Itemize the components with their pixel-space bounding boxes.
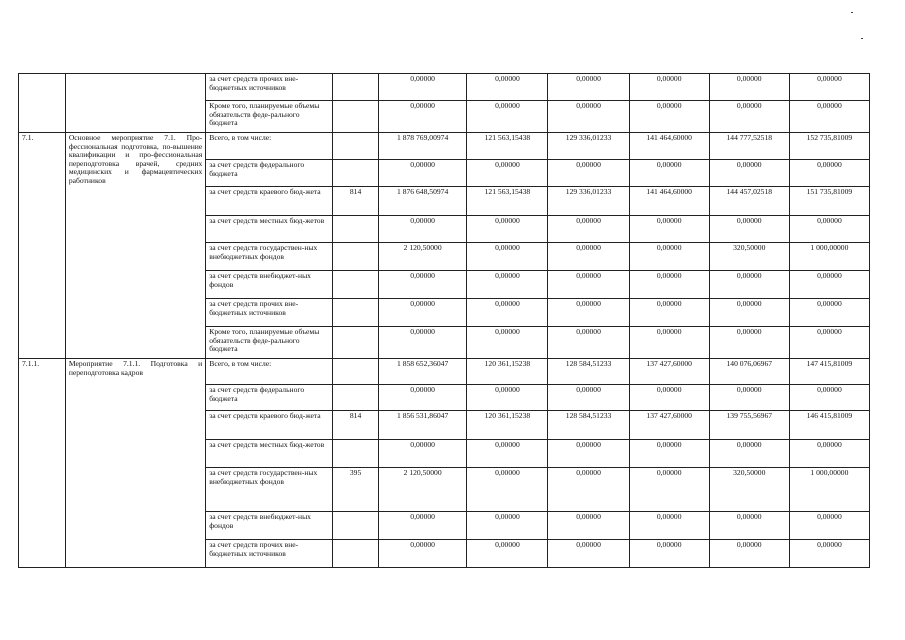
value-year-2: 128 584,51233 — [548, 411, 629, 440]
value-total: 1 876 648,50974 — [378, 187, 466, 216]
budget-table — [18, 73, 870, 568]
value-year-3: 0,00000 — [629, 512, 709, 540]
value-year-3: 137 427,60000 — [629, 411, 709, 440]
value-year-4: 0,00000 — [709, 299, 789, 327]
value-year-2: 129 336,01233 — [548, 187, 629, 216]
grbs-code — [333, 540, 379, 568]
value-year-5: 151 735,81009 — [789, 187, 869, 216]
table-row — [19, 133, 870, 160]
row-index: 7.1. — [19, 133, 66, 359]
value-year-2: 0,00000 — [548, 327, 629, 359]
value-year-4: 0,00000 — [709, 327, 789, 359]
value-total: 0,00000 — [378, 271, 466, 299]
value-year-1: 0,00000 — [467, 216, 548, 243]
value-year-5: 1 000,00000 — [789, 468, 869, 512]
value-year-2: 0,00000 — [548, 385, 629, 411]
funding-source: за счет средств внебюджет-ных фондов — [206, 271, 333, 299]
value-year-3: 0,00000 — [629, 327, 709, 359]
value-year-1: 121 563,15438 — [467, 133, 548, 160]
value-year-3: 0,00000 — [629, 101, 709, 133]
value-total: 0,00000 — [378, 101, 466, 133]
value-year-4: 0,00000 — [709, 160, 789, 187]
value-year-1: 120 361,15238 — [467, 411, 548, 440]
value-year-4: 320,50000 — [709, 243, 789, 271]
value-year-4: 139 755,56967 — [709, 411, 789, 440]
value-year-1: 0,00000 — [467, 101, 548, 133]
grbs-code — [333, 299, 379, 327]
value-year-3: 0,00000 — [629, 216, 709, 243]
table-row — [19, 359, 870, 385]
value-year-5: 147 415,81009 — [789, 359, 869, 385]
measure-name — [65, 74, 205, 133]
value-year-5: 152 735,81009 — [789, 133, 869, 160]
value-year-3: 0,00000 — [629, 243, 709, 271]
funding-source: Всего, в том числе: — [206, 133, 333, 160]
value-total: 2 120,50000 — [378, 243, 466, 271]
value-year-5: 0,00000 — [789, 101, 869, 133]
value-year-4: 320,50000 — [709, 468, 789, 512]
value-year-5: 0,00000 — [789, 299, 869, 327]
value-year-1: 0,00000 — [467, 440, 548, 468]
funding-source: за счет средств федерального бюджета — [206, 385, 333, 411]
value-year-2: 0,00000 — [548, 101, 629, 133]
value-year-3: 0,00000 — [629, 160, 709, 187]
value-year-4: 0,00000 — [709, 74, 789, 101]
grbs-code: 814 — [333, 187, 379, 216]
grbs-code — [333, 385, 379, 411]
value-year-2: 0,00000 — [548, 468, 629, 512]
value-year-4: 144 777,52518 — [709, 133, 789, 160]
value-year-5: 0,00000 — [789, 327, 869, 359]
value-total: 0,00000 — [378, 385, 466, 411]
funding-source: за счет средств прочих вне-бюджетных источников — [206, 74, 333, 101]
value-year-5: 0,00000 — [789, 216, 869, 243]
row-index — [19, 74, 66, 133]
value-year-2: 0,00000 — [548, 243, 629, 271]
value-year-1: 0,00000 — [467, 385, 548, 411]
value-total: 1 878 769,00974 — [378, 133, 466, 160]
measure-name: Мероприятие 7.1.1. Подготовка и переподготовка кадров — [65, 359, 205, 568]
table-row — [19, 74, 870, 101]
funding-source: за счет средств местных бюд-жетов — [206, 216, 333, 243]
value-year-5: 0,00000 — [789, 74, 869, 101]
grbs-code — [333, 359, 379, 385]
value-year-4: 0,00000 — [709, 101, 789, 133]
value-year-2: 0,00000 — [548, 216, 629, 243]
value-year-5: 1 000,00000 — [789, 243, 869, 271]
value-year-2: 128 584,51233 — [548, 359, 629, 385]
value-year-1: 0,00000 — [467, 327, 548, 359]
funding-source: за счет средств федерального бюджета — [206, 160, 333, 187]
value-year-2: 0,00000 — [548, 512, 629, 540]
value-year-4: 0,00000 — [709, 440, 789, 468]
budget-table-sheet — [18, 73, 870, 568]
value-year-3: 0,00000 — [629, 468, 709, 512]
value-year-2: 129 336,01233 — [548, 133, 629, 160]
value-year-4: 0,00000 — [709, 271, 789, 299]
value-year-1: 0,00000 — [467, 540, 548, 568]
scan-speck — [861, 38, 863, 39]
funding-source: за счет средств государствен-ных внебюджетных фондов — [206, 468, 333, 512]
row-index: 7.1.1. — [19, 359, 66, 568]
value-year-2: 0,00000 — [548, 540, 629, 568]
value-total: 1 858 652,36047 — [378, 359, 466, 385]
value-year-1: 0,00000 — [467, 160, 548, 187]
grbs-code — [333, 160, 379, 187]
value-year-1: 0,00000 — [467, 243, 548, 271]
grbs-code — [333, 216, 379, 243]
value-total: 0,00000 — [378, 440, 466, 468]
funding-source: Всего, в том числе: — [206, 359, 333, 385]
grbs-code: 814 — [333, 411, 379, 440]
measure-name: Основное мероприятие 7.1. Про-фессиональная подготовка, по-вышение квалификации и про-фессиональная переподготовка врачей, средних медицинских и фармацевтических работников — [65, 133, 205, 359]
funding-source: за счет средств прочих вне-бюджетных источников — [206, 540, 333, 568]
funding-source: за счет средств краевого бюд-жета — [206, 187, 333, 216]
grbs-code — [333, 74, 379, 101]
value-year-3: 0,00000 — [629, 299, 709, 327]
value-year-1: 121 563,15438 — [467, 187, 548, 216]
value-year-5: 0,00000 — [789, 160, 869, 187]
funding-source: за счет средств краевого бюд-жета — [206, 411, 333, 440]
value-year-5: 0,00000 — [789, 385, 869, 411]
value-total: 0,00000 — [378, 216, 466, 243]
scan-specks — [845, 8, 865, 48]
value-year-1: 0,00000 — [467, 299, 548, 327]
value-year-3: 0,00000 — [629, 74, 709, 101]
funding-source: за счет средств государствен-ных внебюджетных фондов — [206, 243, 333, 271]
value-year-2: 0,00000 — [548, 271, 629, 299]
grbs-code — [333, 133, 379, 160]
value-year-3: 137 427,60000 — [629, 359, 709, 385]
value-year-4: 0,00000 — [709, 385, 789, 411]
value-year-3: 0,00000 — [629, 385, 709, 411]
value-year-1: 120 361,15238 — [467, 359, 548, 385]
funding-source: за счет средств местных бюд-жетов — [206, 440, 333, 468]
grbs-code — [333, 101, 379, 133]
grbs-code — [333, 327, 379, 359]
value-total: 2 120,50000 — [378, 468, 466, 512]
funding-source: Кроме того, планируемые объемы обязательств феде-рального бюджета — [206, 327, 333, 359]
value-year-2: 0,00000 — [548, 160, 629, 187]
grbs-code — [333, 271, 379, 299]
value-year-1: 0,00000 — [467, 74, 548, 101]
value-total: 0,00000 — [378, 74, 466, 101]
value-year-1: 0,00000 — [467, 468, 548, 512]
value-year-2: 0,00000 — [548, 299, 629, 327]
value-year-3: 141 464,60000 — [629, 133, 709, 160]
value-year-2: 0,00000 — [548, 440, 629, 468]
grbs-code — [333, 243, 379, 271]
value-year-1: 0,00000 — [467, 512, 548, 540]
value-year-5: 0,00000 — [789, 440, 869, 468]
funding-source: Кроме того, планируемые объемы обязательств феде-рального бюджета — [206, 101, 333, 133]
scan-speck — [851, 12, 853, 13]
value-total: 0,00000 — [378, 540, 466, 568]
value-total: 0,00000 — [378, 327, 466, 359]
value-total: 0,00000 — [378, 512, 466, 540]
value-year-1: 0,00000 — [467, 271, 548, 299]
value-year-4: 140 076,06967 — [709, 359, 789, 385]
funding-source: за счет средств внебюджет-ных фондов — [206, 512, 333, 540]
value-year-4: 0,00000 — [709, 512, 789, 540]
value-year-3: 141 464,60000 — [629, 187, 709, 216]
value-year-5: 0,00000 — [789, 512, 869, 540]
value-year-2: 0,00000 — [548, 74, 629, 101]
value-total: 1 856 531,86047 — [378, 411, 466, 440]
value-year-3: 0,00000 — [629, 271, 709, 299]
grbs-code: 395 — [333, 468, 379, 512]
value-year-4: 144 457,02518 — [709, 187, 789, 216]
funding-source: за счет средств прочих вне-бюджетных источников — [206, 299, 333, 327]
value-year-4: 0,00000 — [709, 216, 789, 243]
value-total: 0,00000 — [378, 299, 466, 327]
value-year-3: 0,00000 — [629, 440, 709, 468]
value-year-5: 0,00000 — [789, 271, 869, 299]
value-year-3: 0,00000 — [629, 540, 709, 568]
value-year-5: 146 415,81009 — [789, 411, 869, 440]
grbs-code — [333, 440, 379, 468]
grbs-code — [333, 512, 379, 540]
value-year-5: 0,00000 — [789, 540, 869, 568]
value-year-4: 0,00000 — [709, 540, 789, 568]
value-total: 0,00000 — [378, 160, 466, 187]
